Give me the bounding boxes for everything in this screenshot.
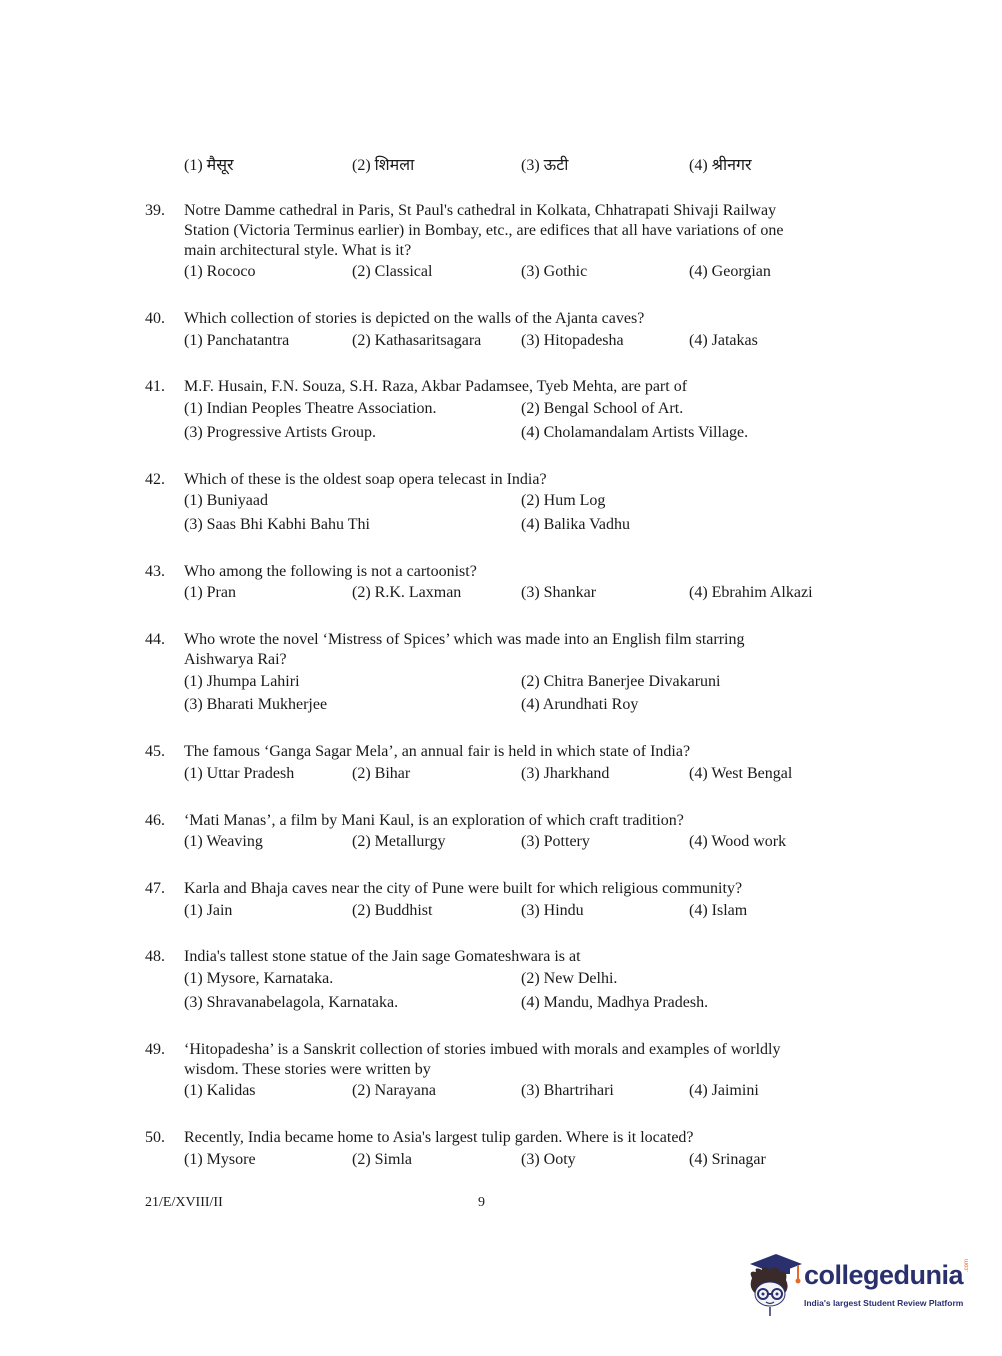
q42-line-1: Which of these is the oldest soap opera telecast in India? — [184, 471, 547, 488]
q39-line-2: Station (Victoria Terminus earlier) in Bombay, etc., are edifices that all have variations of one — [184, 222, 784, 239]
q40-line-1: Which collection of stories is depicted on the walls of the Ajanta caves? — [184, 310, 645, 327]
q39-number: 39. — [145, 202, 165, 219]
q43-option-4: (4) Ebrahim Alkazi — [689, 584, 813, 601]
q44-number: 44. — [145, 631, 165, 648]
q43-option-3: (3) Shankar — [521, 584, 597, 601]
q38-option-2: (2) शिमला — [352, 157, 415, 174]
q40-option-2: (2) Kathasaritsagara — [352, 332, 482, 349]
q46-line-1: ‘Mati Manas’, a film by Mani Kaul, is an exploration of which craft tradition? — [184, 812, 684, 829]
q48-number: 48. — [145, 948, 165, 965]
q49-option-4: (4) Jaimini — [689, 1082, 759, 1099]
q42-number: 42. — [145, 471, 165, 488]
q48-option-4: (4) Mandu, Madhya Pradesh. — [521, 994, 709, 1011]
q47-option-3: (3) Hindu — [521, 902, 584, 919]
q50-option-4: (4) Srinagar — [689, 1151, 766, 1168]
q44-line-2: Aishwarya Rai? — [184, 651, 287, 668]
q50-option-3: (3) Ooty — [521, 1151, 576, 1168]
q44-option-4: (4) Arundhati Roy — [521, 696, 639, 713]
q50-option-1: (1) Mysore — [184, 1151, 256, 1168]
q49-option-2: (2) Narayana — [352, 1082, 436, 1099]
q43-option-2: (2) R.K. Laxman — [352, 584, 462, 601]
q42-option-3: (3) Saas Bhi Kabhi Bahu Thi — [184, 516, 370, 533]
q50-number: 50. — [145, 1129, 165, 1146]
q48-option-1: (1) Mysore, Karnataka. — [184, 970, 334, 987]
q45-option-1: (1) Uttar Pradesh — [184, 765, 295, 782]
mascot-icon — [742, 1250, 804, 1318]
q45-option-3: (3) Jharkhand — [521, 765, 610, 782]
q39-option-4: (4) Georgian — [689, 263, 771, 280]
q46-option-1: (1) Weaving — [184, 833, 263, 850]
q47-number: 47. — [145, 880, 165, 897]
q47-line-1: Karla and Bhaja caves near the city of Pune were built for which religious community? — [184, 880, 743, 897]
q39-line-1: Notre Damme cathedral in Paris, St Paul's cathedral in Kolkata, Chhatrapati Shivaji Railway — [184, 202, 777, 219]
logo-tagline: India's largest Student Review Platform — [804, 1298, 964, 1308]
q44-line-1: Who wrote the novel ‘Mistress of Spices’ which was made into an English film starring — [184, 631, 745, 648]
q49-option-1: (1) Kalidas — [184, 1082, 256, 1099]
q40-option-3: (3) Hitopadesha — [521, 332, 624, 349]
q38-option-4: (4) श्रीनगर — [689, 157, 752, 174]
q49-number: 49. — [145, 1041, 165, 1058]
q46-number: 46. — [145, 812, 165, 829]
q39-option-1: (1) Rococo — [184, 263, 256, 280]
q49-line-1: ‘Hitopadesha’ is a Sanskrit collection of stories imbued with morals and examples of worldly — [184, 1041, 781, 1058]
q46-option-4: (4) Wood work — [689, 833, 787, 850]
paper-code: 21/E/XVIII/II — [145, 1195, 223, 1210]
q39-option-3: (3) Gothic — [521, 263, 588, 280]
q43-option-1: (1) Pran — [184, 584, 236, 601]
q41-option-3: (3) Progressive Artists Group. — [184, 424, 376, 441]
q41-number: 41. — [145, 378, 165, 395]
q50-line-1: Recently, India became home to Asia's largest tulip garden. Where is it located? — [184, 1129, 694, 1146]
collegedunia-logo[interactable] — [742, 1250, 972, 1318]
q44-option-2: (2) Chitra Banerjee Divakaruni — [521, 673, 721, 690]
page-number: 9 — [478, 1195, 485, 1210]
q42-option-2: (2) Hum Log — [521, 492, 606, 509]
q49-line-2: wisdom. These stories were written by — [184, 1061, 431, 1078]
q40-option-1: (1) Panchatantra — [184, 332, 290, 349]
q39-line-3: main architectural style. What is it? — [184, 242, 412, 259]
q46-option-3: (3) Pottery — [521, 833, 590, 850]
q41-option-1: (1) Indian Peoples Theatre Association. — [184, 400, 437, 417]
logo-domain-suffix: .com — [964, 1258, 970, 1272]
q48-line-1: India's tallest stone statue of the Jain sage Gomateshwara is at — [184, 948, 581, 965]
q47-option-4: (4) Islam — [689, 902, 748, 919]
q48-option-3: (3) Shravanabelagola, Karnataka. — [184, 994, 399, 1011]
q41-option-4: (4) Cholamandalam Artists Village. — [521, 424, 749, 441]
q40-number: 40. — [145, 310, 165, 327]
q45-option-2: (2) Bihar — [352, 765, 411, 782]
q45-line-1: The famous ‘Ganga Sagar Mela’, an annual fair is held in which state of India? — [184, 743, 691, 760]
q42-option-4: (4) Balika Vadhu — [521, 516, 631, 533]
q44-option-1: (1) Jhumpa Lahiri — [184, 673, 300, 690]
q38-option-1: (1) मैसूर — [184, 157, 234, 174]
q47-option-2: (2) Buddhist — [352, 902, 433, 919]
q41-line-1: M.F. Husain, F.N. Souza, S.H. Raza, Akbar Padamsee, Tyeb Mehta, are part of — [184, 378, 688, 395]
q50-option-2: (2) Simla — [352, 1151, 412, 1168]
q48-option-2: (2) New Delhi. — [521, 970, 618, 987]
logo-wordmark: collegedunia — [804, 1260, 964, 1290]
q41-option-2: (2) Bengal School of Art. — [521, 400, 684, 417]
q45-option-4: (4) West Bengal — [689, 765, 793, 782]
q42-option-1: (1) Buniyaad — [184, 492, 268, 509]
q43-line-1: Who among the following is not a cartoonist? — [184, 563, 477, 580]
q49-option-3: (3) Bhartrihari — [521, 1082, 614, 1099]
q43-number: 43. — [145, 563, 165, 580]
q38-option-3: (3) ऊटी — [521, 157, 569, 174]
q46-option-2: (2) Metallurgy — [352, 833, 446, 850]
q45-number: 45. — [145, 743, 165, 760]
q44-option-3: (3) Bharati Mukherjee — [184, 696, 328, 713]
q47-option-1: (1) Jain — [184, 902, 233, 919]
q40-option-4: (4) Jatakas — [689, 332, 758, 349]
q39-option-2: (2) Classical — [352, 263, 433, 280]
